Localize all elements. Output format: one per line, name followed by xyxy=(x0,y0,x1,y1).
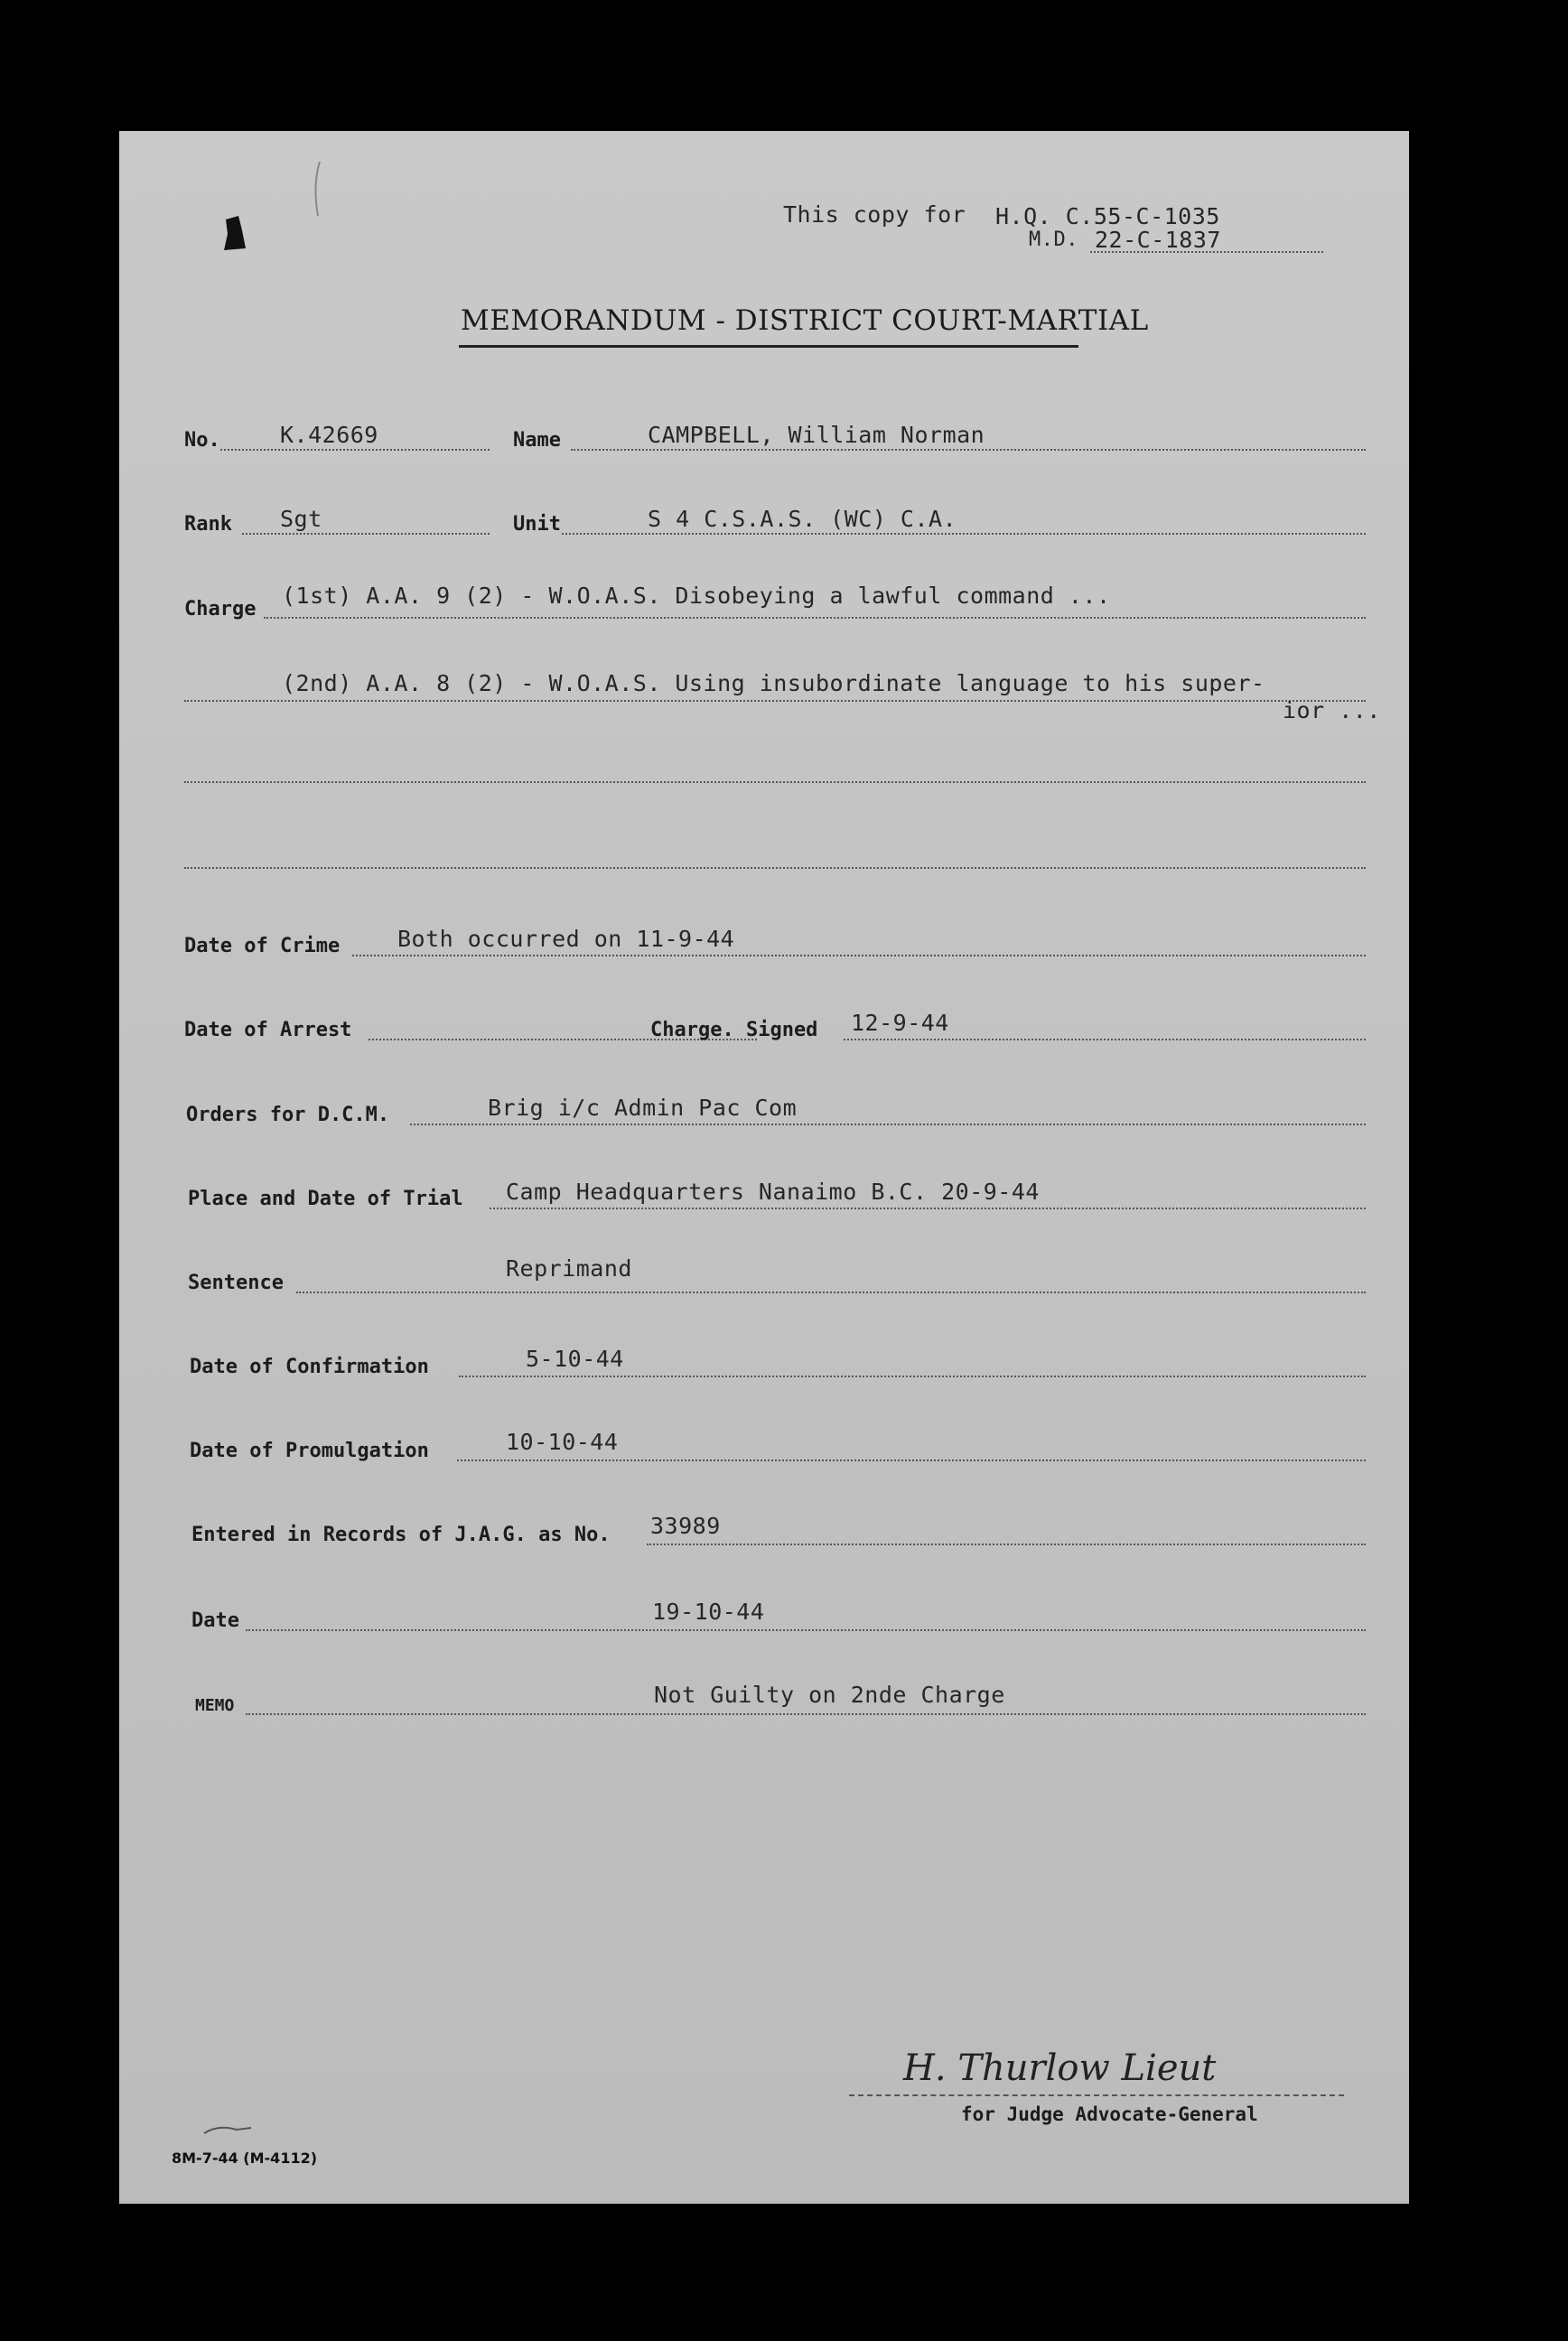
place-date-trial-label: Place and Date of Trial xyxy=(188,1188,463,1210)
charge-label: Charge xyxy=(184,598,257,620)
binder-clip-mark xyxy=(220,212,247,257)
signature-caption: for Judge Advocate-General xyxy=(961,2103,1258,2125)
sentence-label: Sentence xyxy=(188,1272,284,1294)
charge-first: (1st) A.A. 9 (2) - W.O.A.S. Disobeying a lawful command ... xyxy=(282,583,1111,609)
service-number: K.42669 xyxy=(280,422,378,448)
date-promulgation-value: 10-10-44 xyxy=(506,1429,619,1455)
document-page xyxy=(119,131,1409,2204)
date-of-arrest-label: Date of Arrest xyxy=(184,1019,352,1041)
handwritten-signature: H. Thurlow Lieut xyxy=(903,2047,1217,2089)
pencil-mark xyxy=(309,158,327,221)
place-date-trial-value: Camp Headquarters Nanaimo B.C. 20-9-44 xyxy=(506,1179,1040,1205)
place-date-trial-dotted-line xyxy=(490,1208,1366,1209)
date-of-crime-dotted-line xyxy=(352,955,1366,956)
orders-value: Brig i/c Admin Pac Com xyxy=(488,1095,798,1121)
md-label: M.D. xyxy=(1029,229,1078,251)
rank-dotted-line xyxy=(242,533,490,535)
orders-dotted-line xyxy=(410,1124,1366,1125)
date-value: 19-10-44 xyxy=(652,1599,765,1625)
date-confirmation-dotted-line xyxy=(459,1376,1366,1377)
jag-record-dotted-line xyxy=(647,1544,1366,1545)
soldier-name: CAMPBELL, William Norman xyxy=(648,422,985,448)
no-label: No. xyxy=(184,429,220,452)
charge-dotted-line-2 xyxy=(184,700,1366,702)
sentence-value: Reprimand xyxy=(506,1255,632,1282)
rank-label: Rank xyxy=(184,513,232,536)
jag-record-number: 33989 xyxy=(650,1513,721,1539)
memo-value: Not Guilty on 2nde Charge xyxy=(654,1682,1005,1708)
charge-signed-value: 12-9-44 xyxy=(851,1010,949,1036)
rank-value: Sgt xyxy=(280,506,322,532)
hq-reference: H.Q. C.55-C-1035 xyxy=(995,203,1220,229)
sentence-dotted-line xyxy=(296,1292,1366,1293)
memo-title: MEMORANDUM - DISTRICT COURT-MARTIAL xyxy=(461,304,1149,337)
date-promulgation-dotted-line xyxy=(457,1460,1366,1461)
copy-for-label: This copy for xyxy=(783,201,966,228)
charge-second: (2nd) A.A. 8 (2) - W.O.A.S. Using insubordinate language to his super- xyxy=(282,670,1265,696)
date-of-crime-value: Both occurred on 11-9-44 xyxy=(397,926,735,952)
md-dotted-line xyxy=(1090,251,1323,253)
charge-dotted-line-3 xyxy=(184,781,1366,783)
unit-dotted-line xyxy=(562,533,1366,535)
no-dotted-line xyxy=(220,449,490,451)
unit-label: Unit xyxy=(513,513,561,536)
jag-record-label: Entered in Records of J.A.G. as No. xyxy=(191,1524,611,1546)
pencil-scribble xyxy=(201,2121,255,2139)
date-confirmation-value: 5-10-44 xyxy=(526,1346,624,1372)
charge-dotted-line-4 xyxy=(184,867,1366,869)
charge-second-continued: ior ... xyxy=(1283,697,1381,723)
name-dotted-line xyxy=(571,449,1366,451)
form-number: 8M-7-44 (M-4112) xyxy=(172,2150,318,2167)
charge-signed-dotted-line xyxy=(844,1039,1366,1040)
unit-value: S 4 C.S.A.S. (WC) C.A. xyxy=(648,506,957,532)
date-dotted-line xyxy=(246,1629,1366,1631)
memo-dotted-line xyxy=(246,1713,1366,1715)
name-label: Name xyxy=(513,429,561,452)
md-reference: 22-C-1837 xyxy=(1095,227,1221,253)
orders-label: Orders for D.C.M. xyxy=(186,1104,390,1126)
charge-dotted-line-1 xyxy=(264,617,1366,619)
signature-line xyxy=(849,2094,1344,2096)
date-of-crime-label: Date of Crime xyxy=(184,935,341,957)
date-promulgation-label: Date of Promulgation xyxy=(190,1440,429,1462)
title-underline xyxy=(459,345,1078,348)
memo-label: MEMO xyxy=(195,1696,235,1715)
date-label: Date xyxy=(191,1609,239,1632)
charge-signed-label: Charge. Signed xyxy=(650,1019,818,1041)
date-confirmation-label: Date of Confirmation xyxy=(190,1356,429,1378)
